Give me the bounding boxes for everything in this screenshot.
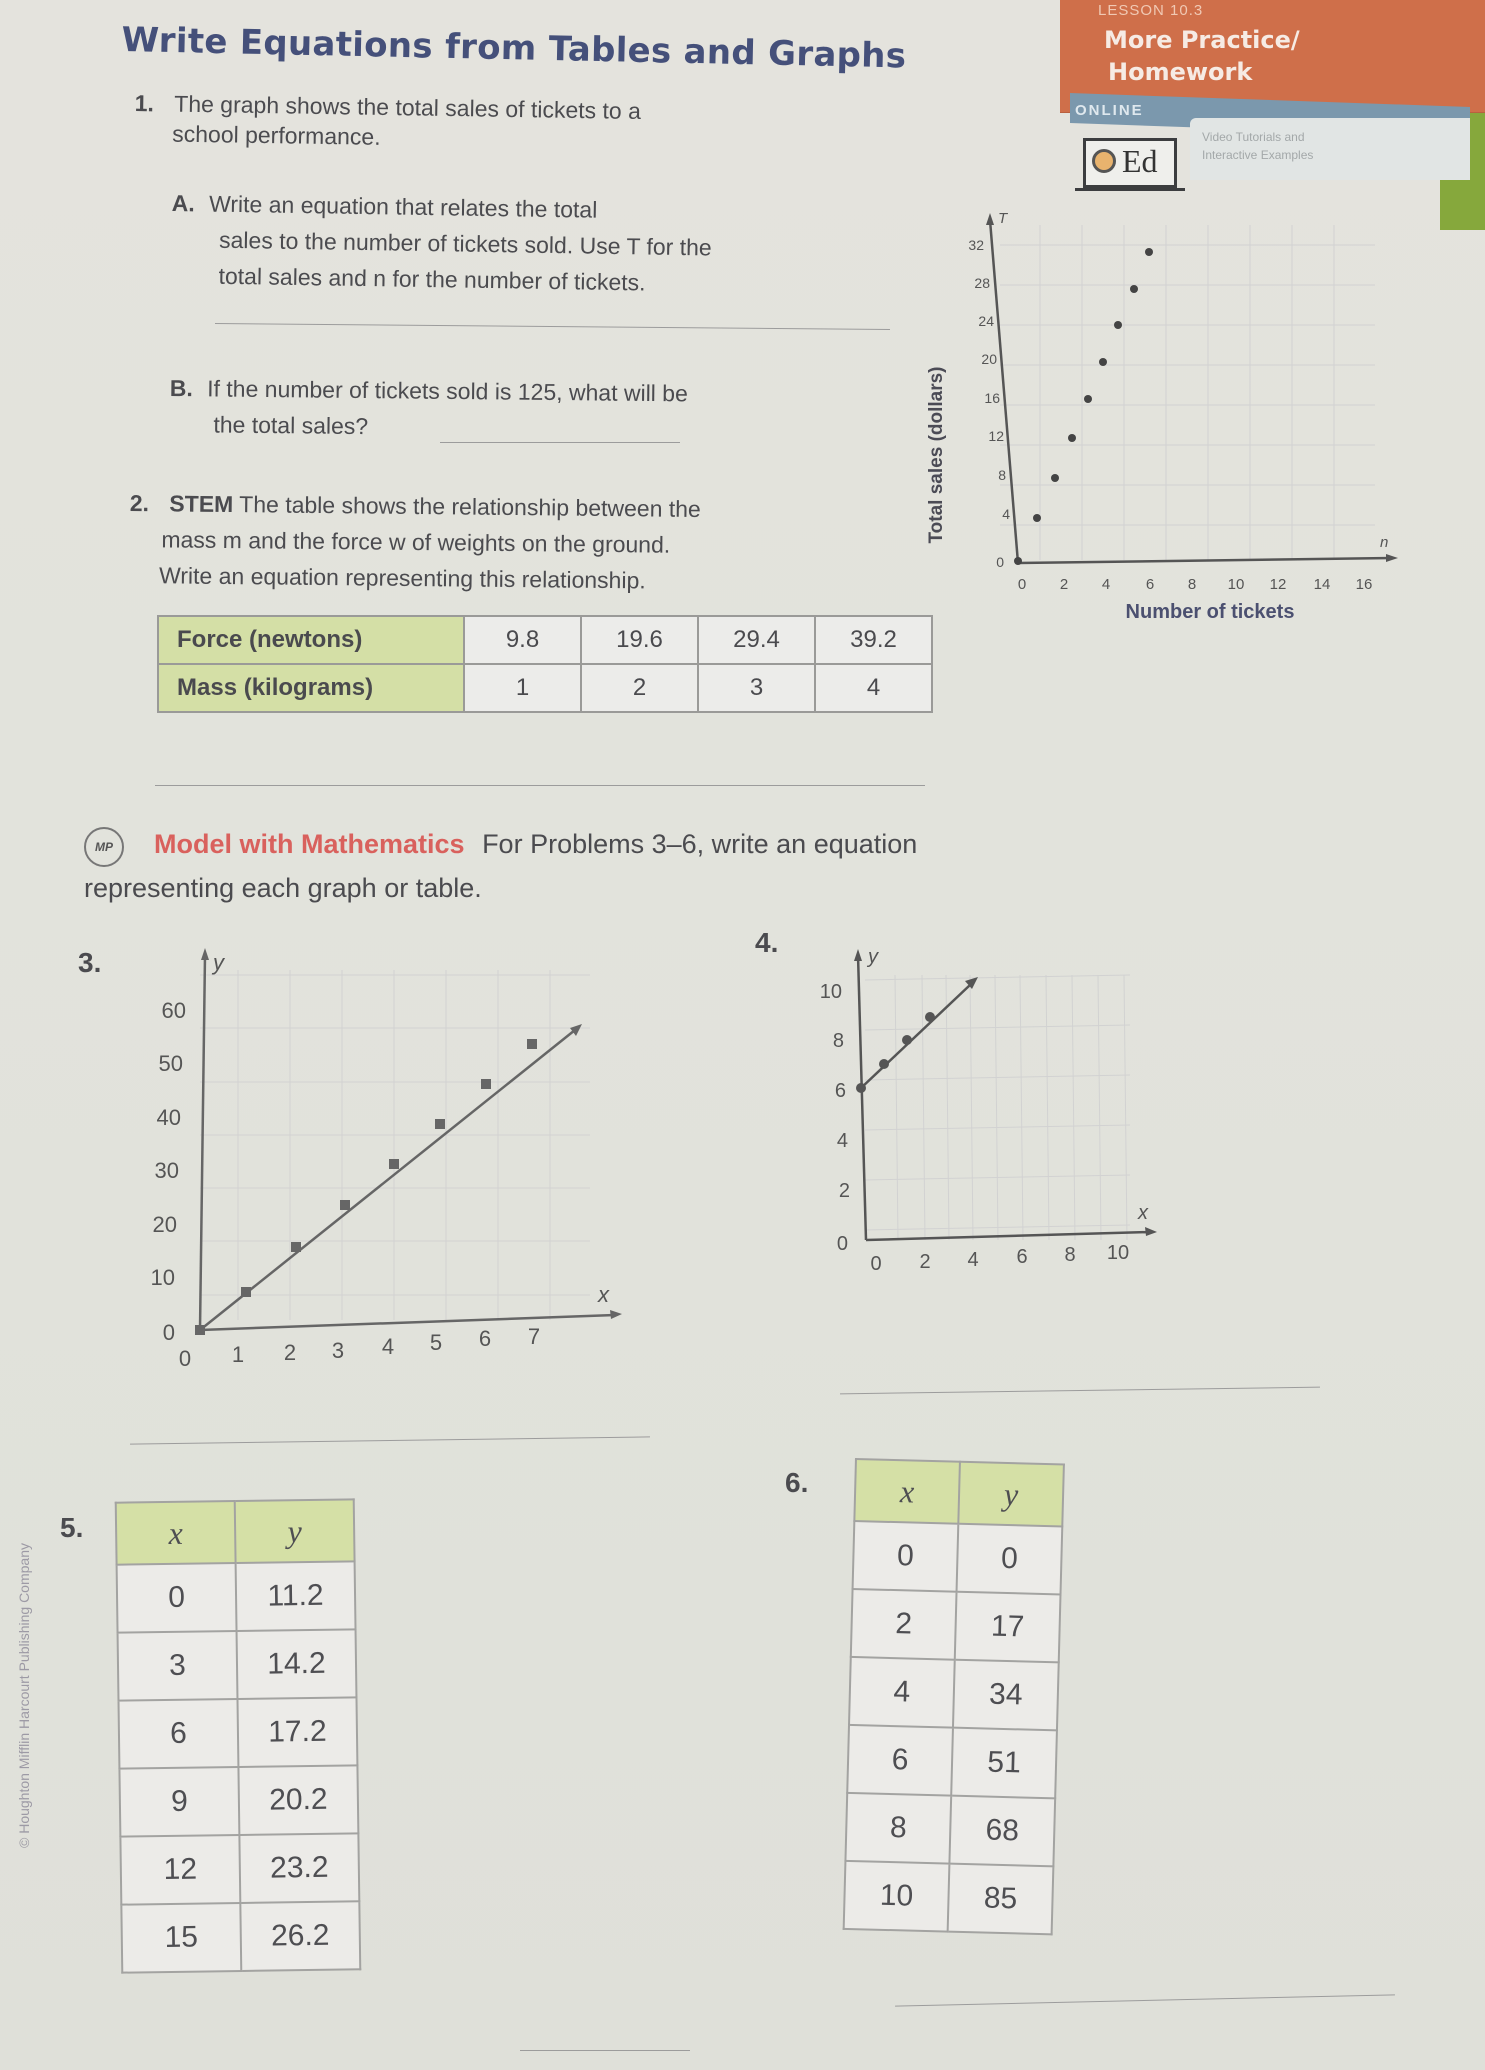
svg-text:6: 6 — [834, 1080, 846, 1102]
svg-text:4: 4 — [381, 1334, 395, 1359]
x-axis-arrow — [1145, 1227, 1157, 1236]
table-cell: 85 — [948, 1864, 1054, 1935]
x-axis-arrow — [610, 1310, 622, 1319]
model-line1: For Problems 3–6, write an equation — [482, 829, 918, 859]
table-cell: 12 — [120, 1835, 240, 1905]
svg-text:10: 10 — [1227, 576, 1245, 593]
table-row — [120, 1833, 359, 1904]
table-row — [851, 1589, 1061, 1662]
table-cell: 1 — [464, 664, 581, 712]
problem1-intro — [134, 85, 641, 159]
stem-tag: STEM — [169, 490, 234, 518]
problem2-line2: mass m and the force w of weights on the ground. — [161, 526, 671, 558]
svg-text:50: 50 — [158, 1051, 183, 1076]
svg-text:4: 4 — [967, 1249, 979, 1271]
svg-text:20: 20 — [152, 1212, 177, 1237]
partB-line2: the total sales? — [213, 411, 369, 440]
svg-text:8: 8 — [1064, 1244, 1076, 1266]
svg-text:x: x — [1138, 1202, 1148, 1224]
column-header-y: y — [235, 1499, 355, 1563]
banner-line1: More Practice/ — [1104, 26, 1300, 54]
model-section-text — [84, 822, 917, 910]
problem6-number: 6. — [785, 1467, 809, 1498]
table-cell: 17.2 — [237, 1697, 357, 1767]
table-row — [121, 1901, 360, 1972]
table-cell: 39.2 — [815, 616, 932, 664]
table-cell: 9.8 — [464, 616, 581, 664]
answer-line-1b[interactable] — [440, 442, 680, 443]
problem-number: 1. — [134, 89, 155, 117]
table-cell: 10 — [844, 1861, 950, 1932]
table-cell: 3 — [698, 664, 815, 712]
svg-text:28: 28 — [974, 275, 990, 291]
row-header: Force (newtons) — [158, 616, 464, 664]
row-header: Mass (kilograms) — [158, 664, 464, 712]
svg-text:4: 4 — [1002, 506, 1010, 522]
table-row — [158, 616, 932, 664]
svg-text:2: 2 — [838, 1180, 850, 1202]
answer-line-3[interactable] — [130, 1436, 650, 1444]
problem2-line1: The table shows the relationship between the — [239, 491, 701, 522]
intro-line2: school performance. — [172, 120, 381, 150]
svg-text:32: 32 — [968, 237, 984, 253]
banner-line2: Homework — [1108, 58, 1253, 86]
table-cell: 23.2 — [239, 1833, 359, 1903]
table-cell: 26.2 — [240, 1901, 360, 1971]
svg-text:2: 2 — [919, 1251, 931, 1273]
x-axis — [866, 1232, 1150, 1240]
partA-line3: total sales and n for the number of tickets. — [218, 262, 646, 296]
svg-text:7: 7 — [527, 1324, 541, 1349]
line-arrow — [570, 1024, 582, 1036]
problem2-line3: Write an equation representing this relationship. — [158, 562, 646, 594]
svg-text:60: 60 — [161, 998, 186, 1023]
svg-text:14: 14 — [1313, 576, 1331, 593]
answer-line-4[interactable] — [840, 1387, 1320, 1395]
svg-text:0: 0 — [162, 1320, 175, 1345]
problem4-number: 4. — [755, 927, 779, 958]
svg-text:30: 30 — [154, 1158, 179, 1183]
svg-text:12: 12 — [1269, 576, 1287, 593]
data-points — [1014, 248, 1153, 565]
table-row — [853, 1521, 1063, 1594]
table-cell: 20.2 — [238, 1765, 358, 1835]
part-label: B. — [169, 374, 193, 402]
svg-text:0: 0 — [996, 554, 1004, 570]
svg-text:40: 40 — [156, 1105, 181, 1130]
data-points — [195, 1039, 537, 1335]
mp-icon: MP — [84, 827, 124, 867]
svg-text:12: 12 — [988, 428, 1004, 444]
page-title: Write Equations from Tables and Graphs — [121, 20, 907, 77]
partB-line1: If the number of tickets sold is 125, what will be — [207, 375, 688, 407]
svg-text:Number of tickets: Number of tickets — [1125, 601, 1295, 623]
svg-text:y: y — [213, 950, 224, 975]
table-cell: 4 — [815, 664, 932, 712]
answer-line-2[interactable] — [155, 785, 925, 786]
svg-text:T: T — [998, 210, 1008, 227]
x-axis-arrow — [1386, 554, 1398, 562]
table-row — [119, 1765, 358, 1836]
svg-text:0: 0 — [836, 1233, 848, 1255]
problem6-table — [843, 1458, 1065, 1935]
table-cell: 6 — [847, 1725, 953, 1796]
table-cell: 17 — [955, 1592, 1061, 1663]
svg-text:4: 4 — [836, 1130, 848, 1152]
x-axis — [200, 1315, 615, 1330]
table-cell: 3 — [118, 1631, 238, 1701]
svg-text:6: 6 — [1145, 576, 1155, 593]
problem3-line-chart — [130, 930, 630, 1371]
column-header-y: y — [958, 1462, 1064, 1527]
y-axis — [200, 955, 205, 1330]
answer-line-1a[interactable] — [215, 323, 890, 330]
svg-text:6: 6 — [478, 1326, 492, 1351]
svg-text:0: 0 — [870, 1253, 882, 1275]
problem3-number: 3. — [78, 947, 102, 978]
svg-text:16: 16 — [984, 390, 1000, 406]
table-row — [117, 1561, 356, 1632]
table-row — [845, 1793, 1055, 1866]
column-header-x: x — [116, 1501, 236, 1565]
problem1-partA — [170, 185, 712, 301]
publisher-credit: © Houghton Mifflin Harcourt Publishing Company — [16, 1543, 32, 1848]
table-cell: 34 — [953, 1660, 1059, 1731]
svg-text:2: 2 — [283, 1340, 297, 1365]
table-cell: 19.6 — [581, 616, 698, 664]
svg-text:6: 6 — [1016, 1246, 1028, 1268]
svg-text:1: 1 — [231, 1342, 245, 1367]
trend-line — [861, 985, 970, 1088]
table-row — [849, 1657, 1059, 1730]
svg-text:0: 0 — [1017, 576, 1027, 593]
table-cell: 29.4 — [698, 616, 815, 664]
svg-text:0: 0 — [178, 1346, 192, 1371]
table-cell: 2 — [581, 664, 698, 712]
model-title: Model with Mathematics — [154, 829, 465, 859]
table-row — [847, 1725, 1057, 1798]
problem5-number: 5. — [60, 1512, 84, 1543]
y-axis-arrow — [854, 949, 862, 961]
partA-line1: Write an equation that relates the total — [208, 190, 598, 223]
svg-text:n: n — [1380, 534, 1389, 551]
table-cell: 68 — [949, 1796, 1055, 1867]
table-cell: 8 — [845, 1793, 951, 1864]
svg-text:x: x — [598, 1282, 609, 1307]
lesson-label: LESSON 10.3 — [1098, 2, 1204, 19]
y-axis-arrow — [986, 213, 994, 225]
svg-text:10: 10 — [150, 1265, 175, 1290]
svg-text:3: 3 — [331, 1338, 345, 1363]
svg-text:20: 20 — [981, 351, 997, 367]
svg-text:8: 8 — [998, 467, 1006, 483]
problem1-partB — [169, 370, 688, 447]
table-cell: 15 — [121, 1903, 241, 1973]
table-row — [844, 1861, 1054, 1934]
y-axis — [858, 955, 866, 1240]
table-row — [118, 1629, 357, 1700]
problem1-scatter-chart — [920, 185, 1400, 625]
smiley-icon — [1092, 149, 1116, 173]
svg-text:5: 5 — [429, 1330, 443, 1355]
column-header-x: x — [854, 1459, 960, 1524]
problem5-table — [115, 1498, 362, 1973]
table-cell: 14.2 — [237, 1629, 357, 1699]
y-axis-arrow — [201, 948, 209, 960]
ed-logo[interactable] — [1083, 138, 1177, 188]
table-cell: 11.2 — [236, 1561, 356, 1631]
banner-title — [1104, 24, 1300, 88]
force-mass-table — [157, 615, 933, 713]
table-cell: 0 — [853, 1521, 959, 1592]
table-cell: 6 — [118, 1699, 238, 1769]
problem-number: 2. — [129, 489, 150, 517]
online-tag: ONLINE — [1075, 102, 1144, 119]
intro-line1: The graph shows the total sales of tickets to a — [174, 90, 642, 124]
svg-text:16: 16 — [1355, 576, 1373, 593]
x-axis — [1018, 558, 1392, 563]
svg-text:Total sales (dollars): Total sales (dollars) — [926, 366, 947, 544]
svg-text:y: y — [868, 946, 878, 968]
table-cell: 51 — [951, 1728, 1057, 1799]
svg-text:4: 4 — [1101, 576, 1111, 593]
part-label: A. — [171, 189, 195, 217]
answer-line-5[interactable] — [520, 2050, 690, 2051]
table-cell: 4 — [849, 1657, 955, 1728]
svg-text:8: 8 — [1187, 576, 1197, 593]
answer-line-6[interactable] — [895, 1994, 1395, 2006]
table-row — [118, 1697, 357, 1768]
problem4-line-chart — [810, 935, 1170, 1275]
table-header-row — [116, 1499, 355, 1564]
table-cell: 2 — [851, 1589, 957, 1660]
chart-grid — [1000, 225, 1375, 560]
table-row — [158, 664, 932, 712]
svg-text:10: 10 — [1106, 1242, 1130, 1264]
partA-line2: sales to the number of tickets sold. Use T for the — [218, 226, 712, 261]
svg-text:10: 10 — [819, 981, 842, 1003]
table-cell: 9 — [119, 1767, 239, 1837]
model-line2: representing each graph or table. — [84, 873, 482, 903]
svg-text:2: 2 — [1059, 576, 1069, 593]
ed-logo-text: Ed — [1122, 143, 1158, 179]
table-header-row — [854, 1459, 1064, 1526]
table-cell: 0 — [117, 1563, 237, 1633]
online-line2: Interactive Examples — [1202, 148, 1314, 162]
table-cell: 0 — [957, 1524, 1063, 1595]
online-line1: Video Tutorials and — [1202, 130, 1305, 144]
online-resources[interactable] — [1190, 118, 1470, 180]
problem2-text — [129, 485, 701, 599]
svg-text:24: 24 — [978, 313, 994, 329]
svg-text:8: 8 — [832, 1030, 844, 1052]
trend-line — [200, 1030, 575, 1330]
